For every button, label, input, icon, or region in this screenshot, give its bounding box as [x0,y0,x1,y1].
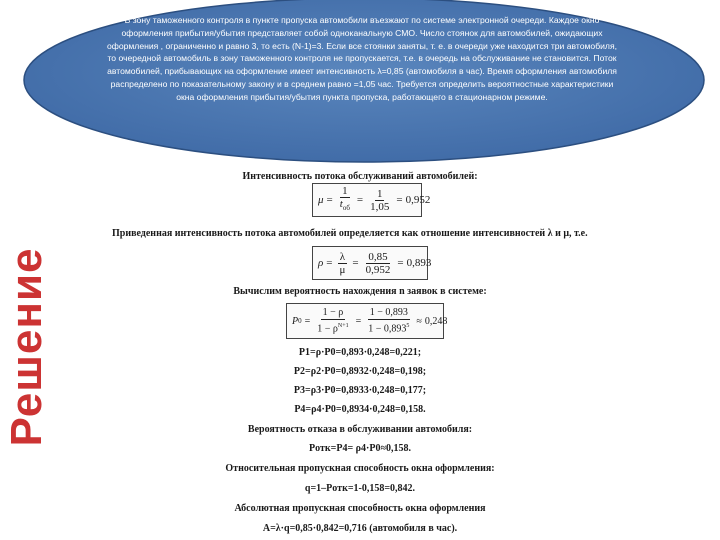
f3-lhs: P [292,315,299,327]
problem-text: В зону таможенного контроля в пункте пропуска автомобили въезжают по системе электронной очереди. Каждое окно оформления прибытия/убытия представляет собой одноканальную СМО. Число стоянок для автомобилей, ожидающих оформления , ограниченно и равно 3, то есть (N-1)=3. Если все стоянки заняты, т. е. в очереди уже находится три автомобиля, то очередной автомобиль в зону таможенного контроля не пропускается, т.е. в очередь на обслуживание не становится. Поток автомобилей, прибывающих на оформление имеет интенсивность λ=0,85 (автомобиля в час). Время оформления автомобиля распределено по показательному закону и в среднем равно =1,05 час. Требуется определить вероятностные характеристики окна оформления прибытия/убытия пункта пропуска, работающего в стационарном режиме. [106,15,617,102]
f1-den1: t [339,198,343,211]
f3-lhs-sub: 0 [298,317,302,325]
relative-line: q=1–Pотк=1-0,158=0,842. [304,483,416,494]
f1-result: 0,952 [405,194,431,206]
f2-num2: 0,85 [368,250,388,263]
step4-text: Вероятность отказа в обслуживании автомобиля: [247,424,473,435]
f3-num2: 1 − 0,893 [369,306,408,318]
formula-p0: P 0 = $\frac{1 - \rho}{1 - \rho^{N+1}}$ = $\frac{1 - 0,893}{1 - 0,893^5}$ ≈ 0,248 [286,303,444,339]
f1-lhs: μ [318,194,324,206]
p3-line: P3=ρ3·P0=0,8933·0,248=0,177; [293,385,427,396]
f2-result: 0,893 [406,257,432,269]
f2-num1: λ [339,250,346,263]
f2-den2: 0,952 [365,263,391,276]
f1-den1-sub: об [342,204,350,213]
f3-den1-sup: N+1 [337,322,349,329]
step5-text: Относительная пропускная способность окна оформления: [225,463,495,474]
step2-text: Приведенная интенсивность потока автомобилей определяется как отношение интенсивностей λ и μ, т.е. [112,228,588,239]
f3-den1: 1 − ρ [317,323,338,335]
step3-text: Вычислим вероятность нахождения n заявок в системе: [233,286,487,297]
f3-result: 0,248 [424,315,448,327]
absolute-line: A=λ·q=0,85·0,842=0,716 (автомобиля в час). [262,523,458,534]
f2-lhs: ρ [318,257,324,269]
f3-den2-sup: 5 [406,322,410,329]
f1-den2: 1,05 [370,200,390,213]
f1-num1: 1 [342,185,348,198]
formula-rho: ρ = $\frac{\lambda}{\mu}$ = $\frac{0,85}{0,952}$ = 0,893 [312,246,428,280]
f2-den1: μ [339,263,346,276]
f1-num2: 1 [376,187,383,200]
p1-line: P1=ρ·P0=0,893·0,248=0,221; [298,347,422,358]
formula-mu: μ = $\frac{1}{t_{об}}$ = $\frac{1}{1,05}$ = 0,952 [312,183,422,217]
step6-text: Абсолютная пропускная способность окна оформления [234,503,486,514]
refusal-line: Pотк=P4= ρ4·P0≈0,158. [309,443,411,454]
step1-text: Интенсивность потока обслуживаний автомобилей: [242,171,478,182]
p2-line: P2=ρ2·P0=0,8932·0,248=0,198; [293,366,427,377]
f3-den2: 1 − 0,893 [368,323,407,335]
p4-line: P4=ρ4·P0=0,8934·0,248=0,158. [294,404,426,415]
side-title: Решение [2,247,51,447]
f3-num1: 1 − ρ [322,306,344,318]
